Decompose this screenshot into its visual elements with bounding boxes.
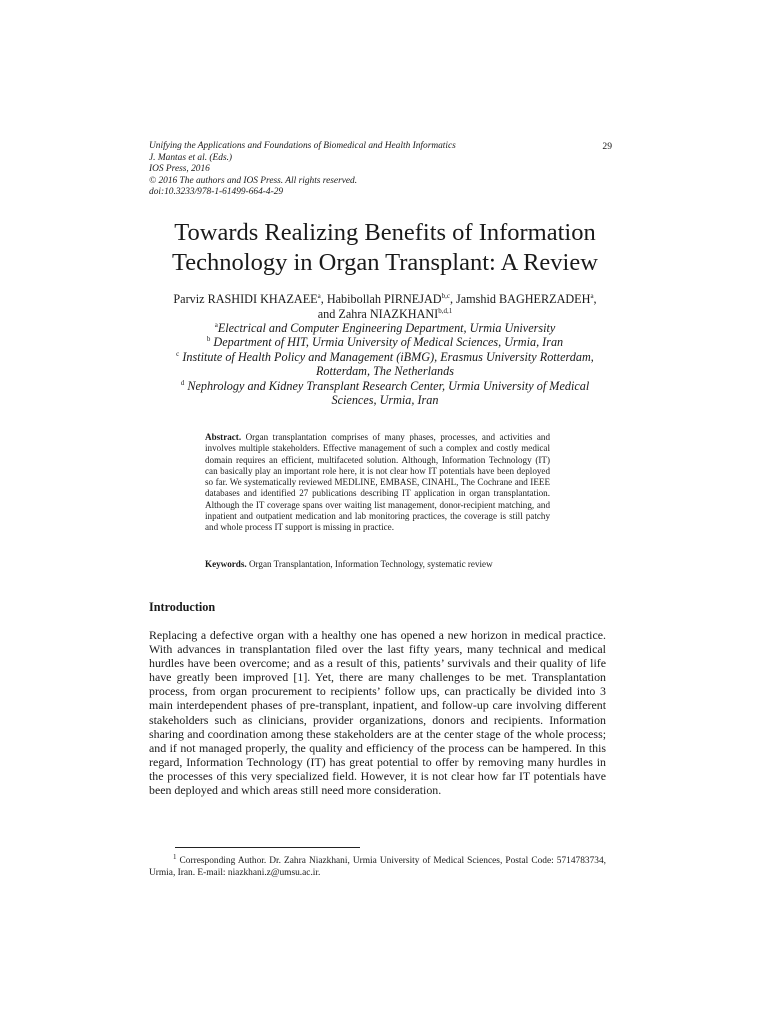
affiliation-text: Institute of Health Policy and Management (iBMG), Erasmus University Rotterdam, bbox=[182, 349, 594, 364]
affiliation-mark: d bbox=[180, 378, 185, 387]
header-line-doi: doi:10.3233/978-1-61499-664-4-29 bbox=[149, 187, 284, 198]
footnote-divider bbox=[175, 847, 360, 848]
author-separator: , bbox=[593, 292, 597, 306]
footnote-text: Corresponding Author. Dr. Zahra Niazkhani, Urmia University of Medical Sciences, Postal Code: 5714783734, Urmia, Iran. E-mail: niazkhani.z@umsu.ac.ir. bbox=[149, 856, 606, 878]
affiliation-mark: a bbox=[214, 321, 218, 329]
page-number: 29 bbox=[602, 141, 612, 152]
keywords-label: Keywords. bbox=[205, 559, 247, 569]
affiliation-mark: b bbox=[206, 335, 211, 344]
title-line-1: Towards Realizing Benefits of Information bbox=[174, 219, 596, 246]
affiliation-text: Nephrology and Kidney Transplant Research Center, Urmia University of Medical bbox=[187, 378, 590, 393]
affiliation-d bbox=[120, 379, 650, 393]
header-line-copyright: © 2016 The authors and IOS Press. All rights reserved. bbox=[149, 175, 358, 186]
keywords-text: Organ Transplantation, Information Technology, systematic review bbox=[246, 559, 493, 569]
abstract-label: Abstract. bbox=[205, 432, 242, 442]
abstract bbox=[205, 432, 550, 534]
affiliation-a bbox=[120, 321, 650, 335]
footnote bbox=[149, 855, 606, 879]
affiliation-c bbox=[120, 350, 650, 364]
affiliation-text: Department of HIT, Urmia University of Medical Sciences, Urmia, Iran bbox=[213, 335, 564, 350]
keywords bbox=[205, 559, 565, 570]
affiliation-d-continued: Sciences, Urmia, Iran bbox=[331, 393, 439, 408]
section-heading-introduction: Introduction bbox=[149, 600, 216, 614]
abstract-text: Organ transplantation comprises of many phases, processes, and activities and involves multiple stakeholders. Effective management of such a complex and costly medical domain requires an efficient, multifaceted solution. Although, Information Technology (IT) can basically play an important role here, it is not clear how IT potentials have been deployed so far. We systematically reviewed MEDLINE, EMBASE, CINAHL, The Cochrane and IEEE databases and identified 27 publications describing IT application in organ transplantation. Although the IT coverage spans over waiting list management, donor-recipient matching, and inpatient and outpatient medication and lab monitoring practices, the coverage is still patchy and whole process IT support is missing in practice. bbox=[205, 432, 550, 533]
author-affiliation-mark: b,c bbox=[441, 292, 450, 300]
running-head bbox=[149, 141, 609, 199]
title-line-2: Technology in Organ Transplant: A Review bbox=[172, 249, 598, 276]
author-affiliation-mark: a bbox=[317, 292, 321, 300]
author-affiliation-mark: b,d,1 bbox=[438, 306, 453, 315]
header-line-editors: J. Mantas et al. (Eds.) bbox=[149, 152, 233, 163]
header-line-publisher: IOS Press, 2016 bbox=[149, 164, 210, 175]
affiliation-text: Electrical and Computer Engineering Department, Urmia University bbox=[217, 321, 556, 335]
author-line-2 bbox=[120, 307, 650, 322]
author-name: , Jamshid BAGHERZADEH bbox=[449, 292, 591, 306]
affiliation-mark: c bbox=[176, 349, 180, 358]
affiliation-b bbox=[120, 335, 650, 349]
author-affiliation-mark: a bbox=[590, 292, 594, 300]
footnote-mark: 1 bbox=[173, 853, 177, 861]
header-line-proceedings: Unifying the Applications and Foundations of Biomedical and Health Informatics bbox=[149, 141, 456, 151]
affiliation-list bbox=[120, 321, 650, 407]
paper-title bbox=[120, 218, 650, 278]
author-name: , Habibollah PIRNEJAD bbox=[320, 292, 442, 306]
author-list bbox=[120, 292, 650, 321]
author-line-1 bbox=[120, 292, 650, 307]
introduction-paragraph: Replacing a defective organ with a healthy one has opened a new horizon in medical practice. With advances in transplantation filed over the last fifty years, many technical and medical hurdles have been overcome; and as a result of this, patients’ survivals and their quality of life have greatly been improved [1]. Yet, there are many challenges to be met. Transplantation process, from organ procurement to recipients’ follow ups, can practically be divided into 3 main interdependent phases of pre-transplant, inpatient, and follow-up care involving different stakeholders such as clinicians, provider organizations, donors and recipients. Information sharing and coordination among these stakeholders are at the center stage of the whole process; and if not managed properly, the quality and efficiency of the process can be hampered. In this regard, Information Technology (IT) has great potential to offer by removing many hurdles in the processes of this very specialized field. However, it is not clear how far IT potentials have been deployed and which areas still need more consideration. bbox=[149, 628, 606, 798]
affiliation-c-continued: Rotterdam, The Netherlands bbox=[315, 364, 454, 379]
author-name: Parviz RASHIDI KHAZAEE bbox=[173, 292, 318, 306]
author-name: and Zahra NIAZKHANI bbox=[317, 306, 439, 321]
